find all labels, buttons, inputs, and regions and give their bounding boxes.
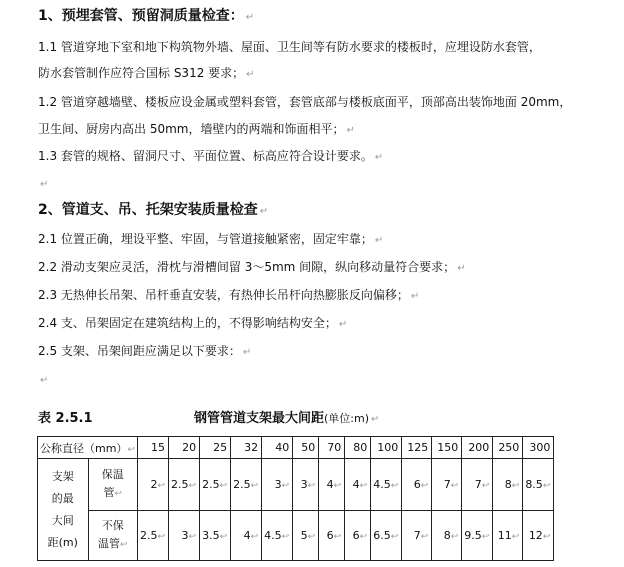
nominal-diameter-label: 公称直径（mm）↩ (38, 437, 138, 459)
empty-paragraph (38, 176, 48, 192)
clause-2-2: 2.2 滑动支架应灵活，滑枕与滑槽间留 3～5mm 间隙，纵向移动量符合要求； ↵ (38, 260, 466, 274)
empty-paragraph (38, 372, 48, 388)
value-cell: 7↩ (402, 511, 432, 561)
diameter-cell: 100 (371, 437, 402, 459)
clause-1-1-line-2: 防水套管制作应符合国标 S312 要求； ↵ (38, 66, 255, 80)
value-cell: 8↩ (493, 459, 523, 511)
paragraph-mark-icon: ↵ (246, 69, 255, 80)
table-label: 表 2.5.1 (38, 411, 93, 426)
diameter-cell: 15 (137, 437, 168, 459)
paragraph-mark-icon: ↵ (242, 347, 252, 358)
value-cell: 8.5↩ (523, 459, 554, 511)
diameter-cell: 150 (432, 437, 462, 459)
clause-1-2-line-1: 1.2 管道穿越墙壁、楼板应设金属或塑料套管，套管底部与楼板底面平，顶部高出装饰地面 20mm， (38, 95, 572, 109)
diameter-cell: 50 (293, 437, 319, 459)
value-cell: 4↩ (231, 511, 262, 561)
paragraph-mark-icon: ↵ (410, 291, 420, 302)
diameter-cell: 25 (200, 437, 231, 459)
value-cell: 2.5↩ (169, 459, 200, 511)
clause-1-2-line-2: 卫生间、厨房内高出 50mm，墙壁内的两端和饰面相平； ↵ (38, 122, 355, 136)
value-cell: 2.5↩ (200, 459, 231, 511)
value-cell: 3.5↩ (200, 511, 231, 561)
paragraph-mark-icon: ↵ (457, 263, 466, 274)
value-cell: 11↩ (493, 511, 523, 561)
paragraph-mark-icon: ↵ (245, 12, 255, 23)
value-cell: 6↩ (345, 511, 371, 561)
value-cell: 6↩ (319, 511, 345, 561)
value-cell: 4.5↩ (262, 511, 293, 561)
support-spacing-table (37, 436, 554, 561)
value-cell: 9.5↩ (462, 511, 493, 561)
value-cell: 3↩ (293, 459, 319, 511)
value-cell: 6.5↩ (371, 511, 402, 561)
paragraph-mark-icon: ↵ (40, 179, 49, 190)
clause-1-1-line-1: 1.1 管道穿地下室和地下构筑物外墙、屋面、卫生间等有防水要求的楼板时，应埋设防水套管， (38, 40, 541, 54)
clause-2-3: 2.3 无热伸长吊架、吊杆垂直安装，有热伸长吊杆向热膨胀反向偏移； ↵ (38, 288, 420, 302)
clause-2-5: 2.5 支架、吊架间距应满足以下要求： ↵ (38, 344, 252, 358)
insulated-pipe-label: 保温 管↩ (88, 459, 137, 511)
clause-2-1: 2.1 位置正确，埋设平整、牢固，与管道接触紧密，固定牢靠； ↵ (38, 232, 384, 246)
uninsulated-row (38, 511, 554, 561)
value-cell: 4.5↩ (371, 459, 402, 511)
value-cell: 7↩ (432, 459, 462, 511)
diameter-cell: 250 (493, 437, 523, 459)
diameter-cell: 200 (462, 437, 493, 459)
paragraph-mark-icon: ↵ (374, 235, 384, 246)
paragraph-mark-icon: ↵ (346, 125, 355, 136)
value-cell: 6↩ (402, 459, 432, 511)
diameter-cell: 70 (319, 437, 345, 459)
diameter-cell: 80 (345, 437, 371, 459)
clause-1-3: 1.3 套管的规格、留洞尺寸、平面位置、标高应符合设计要求。 ↵ (38, 149, 384, 163)
value-cell: 2.5↩ (137, 511, 168, 561)
table-title: 钢管管道支架最大间距(单位:m) ↵ (194, 411, 380, 426)
paragraph-mark-icon: ↵ (338, 319, 348, 330)
value-cell: 7↩ (462, 459, 493, 511)
diameter-cell: 300 (523, 437, 554, 459)
section-1-heading: 1、预埋套管、预留洞质量检查： ↵ (38, 8, 255, 24)
value-cell: 4↩ (319, 459, 345, 511)
paragraph-mark-icon: ↵ (40, 375, 49, 386)
diameter-cell: 40 (262, 437, 293, 459)
value-cell: 8↩ (432, 511, 462, 561)
diameter-cell: 20 (169, 437, 200, 459)
value-cell: 2↩ (137, 459, 168, 511)
paragraph-mark-icon: ↵ (259, 206, 269, 217)
max-spacing-label: 支架 的最 大间 距(m) (38, 459, 89, 561)
value-cell: 5↩ (293, 511, 319, 561)
table-header-row (38, 437, 554, 459)
value-cell: 4↩ (345, 459, 371, 511)
uninsulated-pipe-label: 不保 温管↩ (88, 511, 137, 561)
value-cell: 12↩ (523, 511, 554, 561)
section-2-heading: 2、管道支、吊、托架安装质量检查 ↵ (38, 202, 269, 218)
clause-2-4: 2.4 支、吊架固定在建筑结构上的，不得影响结构安全； ↵ (38, 316, 348, 330)
paragraph-mark-icon: ↵ (371, 414, 380, 425)
value-cell: 3↩ (262, 459, 293, 511)
insulated-row (38, 459, 554, 511)
diameter-cell: 32 (231, 437, 262, 459)
value-cell: 3↩ (169, 511, 200, 561)
diameter-cell: 125 (402, 437, 432, 459)
value-cell: 2.5↩ (231, 459, 262, 511)
paragraph-mark-icon: ↵ (374, 152, 384, 163)
